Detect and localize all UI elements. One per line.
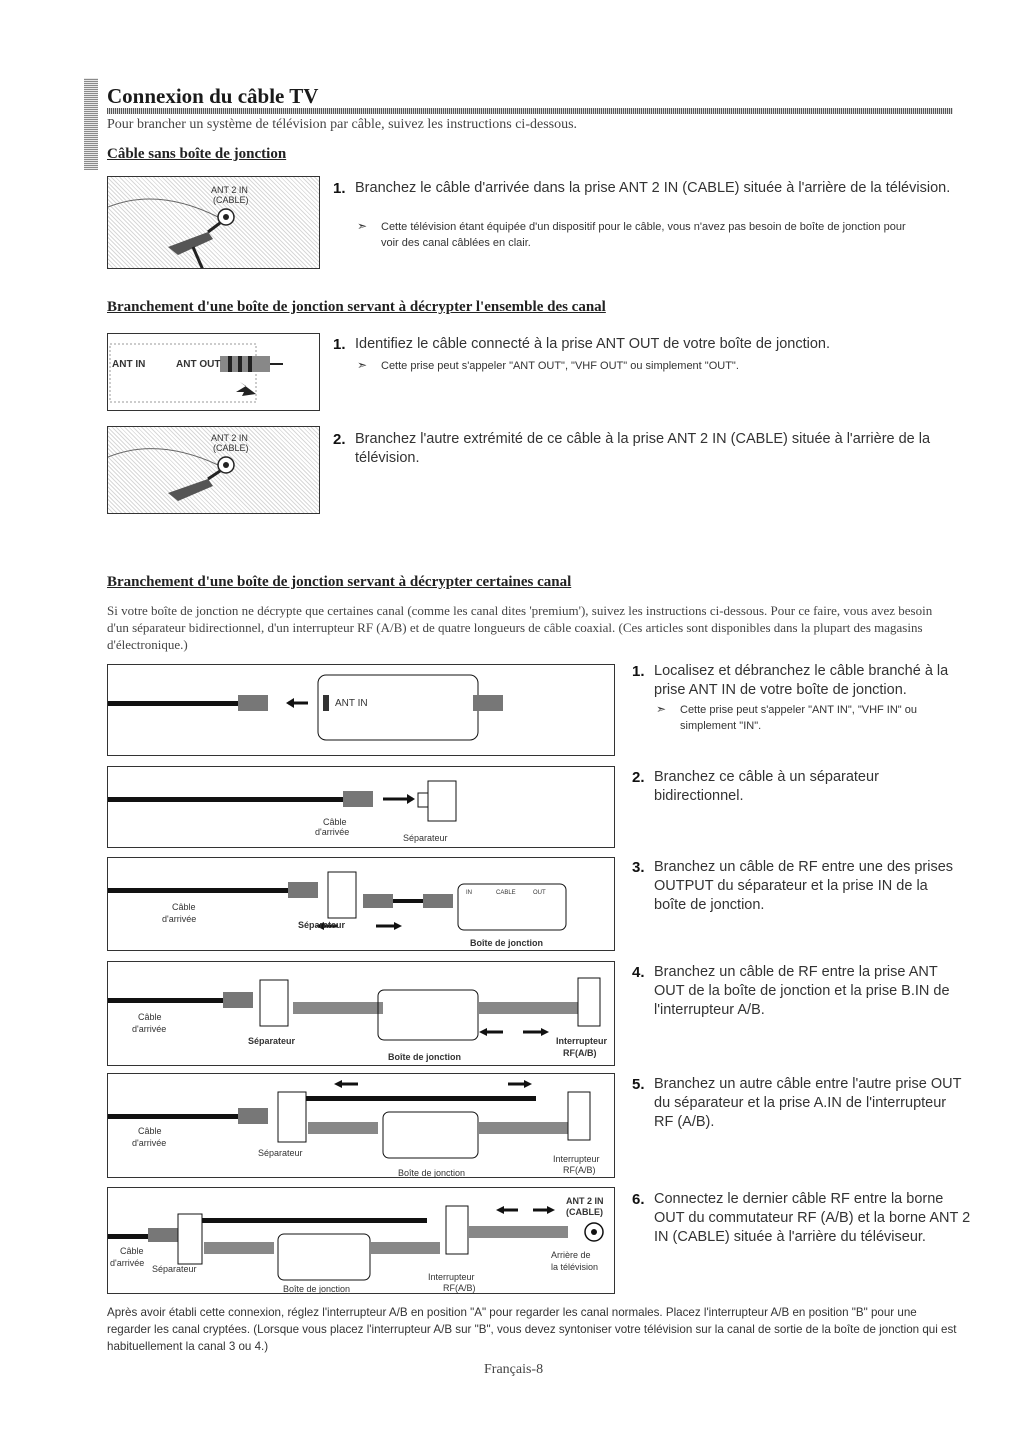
s3-step-2 xyxy=(632,768,962,806)
step-number: 4. xyxy=(632,964,645,981)
label-ant-in: ANT IN xyxy=(112,359,146,370)
label-arrivee: d'arrivée xyxy=(162,914,197,924)
label-cable: Câble xyxy=(120,1246,144,1256)
step-number: 5. xyxy=(632,1076,645,1093)
step-text: Identifiez le câble connecté à la prise ANT OUT de votre boîte de jonction. xyxy=(355,336,831,352)
label-cable: Câble xyxy=(172,902,196,912)
step-text: Branchez un autre câble entre l'autre prise OUT du séparateur et la prise A.IN de l'interrupteur RF (A/B). xyxy=(654,1076,962,1130)
label-separateur: Séparateur xyxy=(298,920,346,930)
sidebar-stripe xyxy=(84,78,98,170)
step-number: 2. xyxy=(333,431,346,448)
section3-heading: Branchement d'une boîte de jonction servant à décrypter certaines canal xyxy=(107,574,572,590)
label-interrupteur: Interrupteur xyxy=(428,1272,475,1282)
s1-step-1 xyxy=(333,179,953,198)
note-text: Cette prise peut s'appeler "ANT IN", "VHF IN" ou simplement "IN". xyxy=(680,704,917,732)
splitter-to-switch-illustration xyxy=(108,1074,615,1178)
label-ant-out: ANT OUT xyxy=(176,359,221,370)
step-text: Branchez un câble de RF entre une des prises OUTPUT du séparateur et la prise IN de la boîte de jonction. xyxy=(654,859,954,913)
s2-note-1 xyxy=(357,358,917,374)
label-la-tv: la télévision xyxy=(551,1262,599,1272)
figure-cable-box-back xyxy=(107,333,320,411)
label-cable-caps: (CABLE) xyxy=(566,1207,603,1217)
s3-step-1 xyxy=(632,662,962,700)
step-number: 2. xyxy=(632,769,645,786)
label-arrivee: d'arrivée xyxy=(315,827,350,837)
label-boite: Boîte de jonction xyxy=(398,1168,466,1178)
label-in: IN xyxy=(466,890,472,896)
section3-paragraph: Si votre boîte de jonction ne décrypte que certaines canal (comme les canal dites 'premium'), suivez les instructions ci-dessous. Pour ce faire, vous avez besoin d'un séparateur bidirectionnel, d'un interrupteur RF (A/B) et de quatre longueurs de câble coaxial. (Ces articles sont disponibles dans la plupart des magasins d'électronique.) xyxy=(107,603,933,652)
label-interrupteur: Interrupteur xyxy=(556,1036,608,1046)
cable-box-illustration xyxy=(108,334,320,411)
step-number: 1. xyxy=(333,336,346,353)
note-arrow-icon: ➣ xyxy=(357,219,368,233)
label-cable: Câble xyxy=(138,1126,162,1136)
s3-step-3 xyxy=(632,858,962,915)
s3-step-4 xyxy=(632,963,962,1020)
step-text: Branchez l'autre extrémité de ce câble à la prise ANT 2 IN (CABLE) située à l'arrière de la télévision. xyxy=(355,431,931,466)
jack-label-cable: (CABLE) xyxy=(213,195,249,205)
label-interrupteur: Interrupteur xyxy=(553,1154,600,1164)
note-arrow-icon: ➣ xyxy=(357,358,368,372)
intro-text: Pour brancher un système de télévision par câble, suivez les instructions ci-dessous. xyxy=(107,117,578,132)
section2-heading: Branchement d'une boîte de jonction servant à décrypter l'ensemble des canal xyxy=(107,299,606,315)
figure-tv-back-1 xyxy=(107,176,320,269)
label-ant2in: ANT 2 IN xyxy=(566,1196,604,1206)
figure-step5 xyxy=(107,1073,615,1178)
switch-to-tv-illustration xyxy=(108,1188,615,1294)
label-cable: Câble xyxy=(138,1012,162,1022)
label-separateur: Séparateur xyxy=(258,1148,303,1158)
label-rfab: RF(A/B) xyxy=(443,1283,476,1293)
page-title: Connexion du câble TV xyxy=(107,84,319,108)
note-arrow-icon: ➣ xyxy=(656,702,667,716)
page-number: Français-8 xyxy=(484,1362,544,1377)
label-ant-in: ANT IN xyxy=(335,698,368,709)
step-number: 6. xyxy=(632,1191,645,1208)
splitter-illustration xyxy=(108,767,615,848)
step-text: Branchez le câble d'arrivée dans la prise ANT 2 IN (CABLE) située à l'arrière de la télévision. xyxy=(355,180,951,196)
step-text: Branchez ce câble à un séparateur bidirectionnel. xyxy=(654,769,879,804)
title-rule xyxy=(107,108,953,114)
step-text: Branchez un câble de RF entre la prise ANT OUT de la boîte de jonction et la prise B.IN de l'interrupteur A/B. xyxy=(654,964,950,1018)
note-text: Cette télévision étant équipée d'un dispositif pour le câble, vous n'avez pas besoin de boîte de jonction pour voir des canal câblées en clair. xyxy=(381,221,906,249)
jack-label-ant2in: ANT 2 IN xyxy=(211,185,248,195)
step-number: 1. xyxy=(333,180,346,197)
step-text: Connectez le dernier câble RF entre la borne OUT du commutateur RF (A/B) et la borne ANT 2 IN (CABLE) située à l'arrière du téléviseur. xyxy=(654,1191,971,1245)
label-rfab: RF(A/B) xyxy=(563,1165,596,1175)
s2-step-1 xyxy=(333,335,953,354)
label-arrivee: d'arrivée xyxy=(132,1024,167,1034)
step-text: Localisez et débranchez le câble branché à la prise ANT IN de votre boîte de jonction. xyxy=(654,663,949,698)
label-boite: Boîte de jonction xyxy=(470,938,543,948)
figure-step4 xyxy=(107,961,615,1066)
label-out: OUT xyxy=(533,890,546,896)
box-to-switch-illustration xyxy=(108,962,615,1066)
s1-note-1 xyxy=(357,219,917,251)
label-cable-small: CABLE xyxy=(496,890,516,896)
section1-heading: Câble sans boîte de jonction xyxy=(107,146,287,162)
jack-label-cable: (CABLE) xyxy=(213,443,249,453)
note-text: Cette prise peut s'appeler "ANT OUT", "VHF OUT" ou simplement "OUT". xyxy=(381,360,739,372)
label-boite: Boîte de jonction xyxy=(388,1052,461,1062)
label-rfab: RF(A/B) xyxy=(563,1048,597,1058)
s3-note-1 xyxy=(656,702,956,734)
label-arrivee: d'arrivée xyxy=(132,1138,167,1148)
cable-box-disconnect-illustration xyxy=(108,665,615,756)
step-number: 1. xyxy=(632,663,645,680)
figure-step6 xyxy=(107,1187,615,1294)
label-arrivee: d'arrivée xyxy=(110,1258,145,1268)
footer-paragraph: Après avoir établi cette connexion, réglez l'interrupteur A/B en position "A" pour regarder les canal normales. Placez l'interrupteur A/B en position "B" pour une regarder les canal cryptées. (Lorsque vous placez l'interrupteur A/B sur "B", vous devez syntoniser votre télévision sur la canal de sortie de la boîte de jonction qui est habituellement la canal 3 ou 4.) xyxy=(107,1306,957,1353)
figure-tv-back-2 xyxy=(107,426,320,514)
s3-step-6 xyxy=(632,1190,972,1247)
label-separateur: Séparateur xyxy=(403,833,448,843)
s2-step-2 xyxy=(333,430,953,468)
figure-step2 xyxy=(107,766,615,848)
label-separateur: Séparateur xyxy=(152,1264,197,1274)
figure-step1 xyxy=(107,664,615,756)
label-boite: Boîte de jonction xyxy=(283,1284,351,1294)
figure-step3 xyxy=(107,857,615,951)
label-separateur: Séparateur xyxy=(248,1036,296,1046)
step-number: 3. xyxy=(632,859,645,876)
label-cable: Câble xyxy=(323,817,347,827)
jack-label-ant2in: ANT 2 IN xyxy=(211,433,248,443)
label-arriere: Arrière de xyxy=(551,1250,591,1260)
s3-step-5 xyxy=(632,1075,962,1132)
